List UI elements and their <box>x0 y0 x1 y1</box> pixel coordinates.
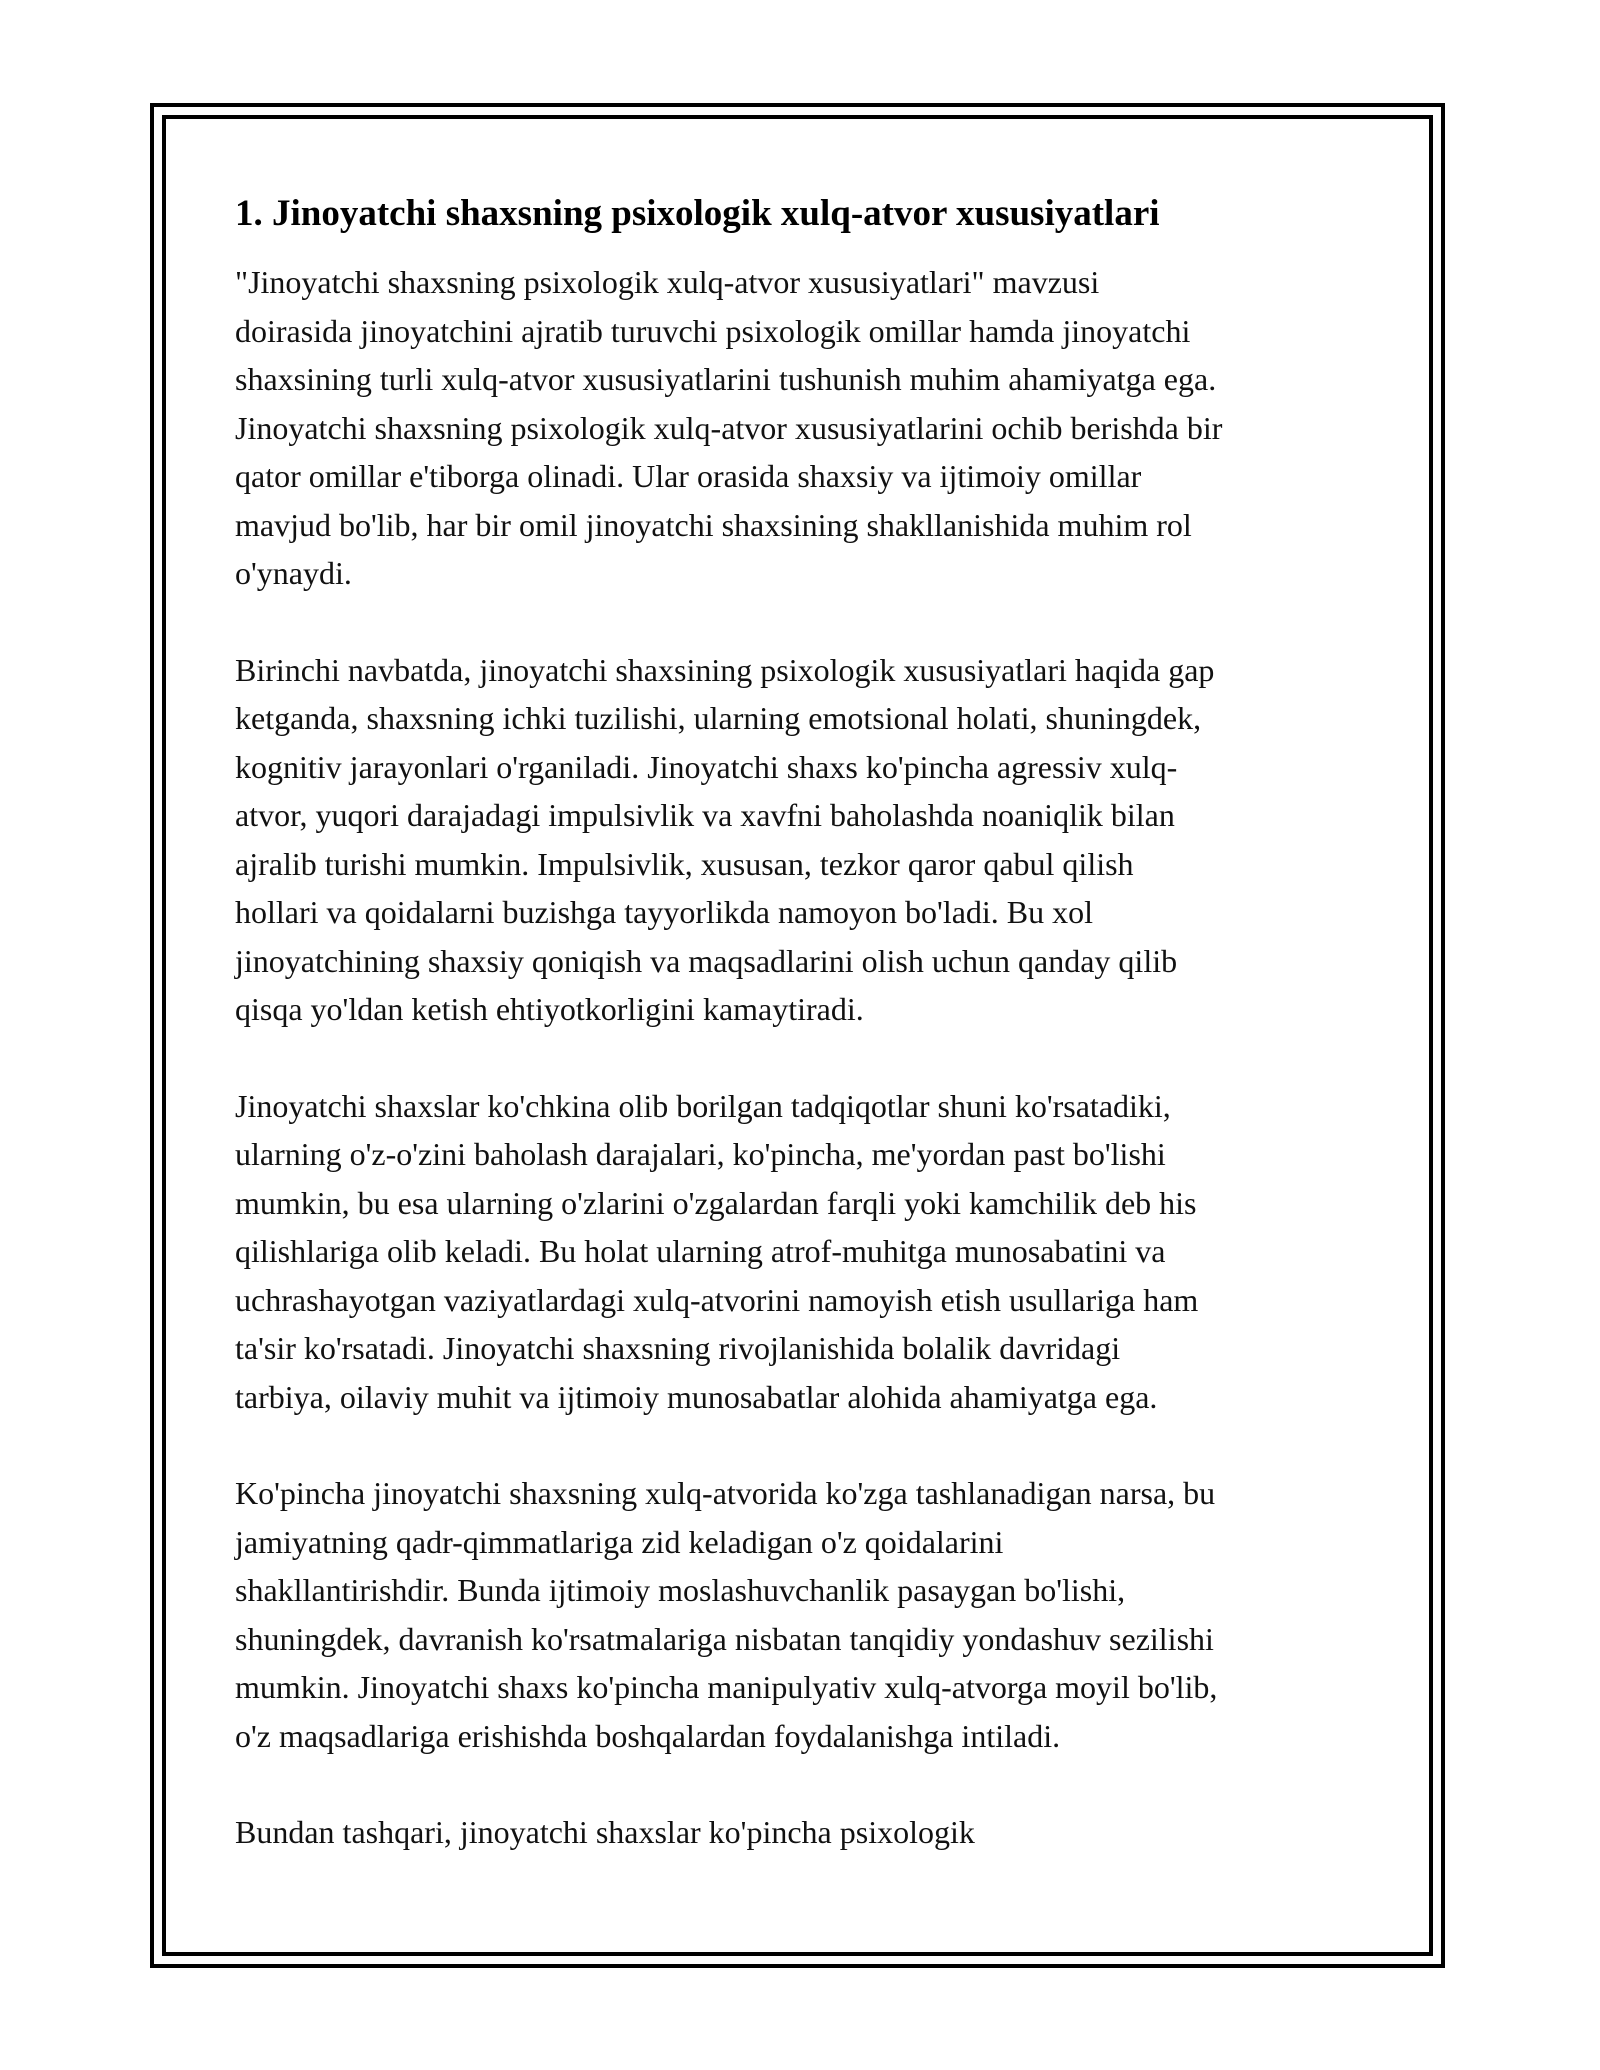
paragraph-4 <box>235 1469 1375 1760</box>
text-line: ajralib turishi mumkin. Impulsivlik, xususan, tezkor qaror qabul qilish <box>235 845 1134 882</box>
text-line: qisqa yo'ldan ketish ehtiyotkorligini kamaytiradi. <box>235 991 864 1027</box>
paragraph-1 <box>235 258 1375 598</box>
text-line: o'z maqsadlariga erishishda boshqalardan foydalanishga intiladi. <box>235 1717 1061 1754</box>
text-line: kognitiv jarayonlari o'rganiladi. Jinoyatchi shaxs ko'pincha agressiv xulq- <box>235 748 1178 785</box>
text-line: doirasida jinoyatchini ajratib turuvchi psixologik omillar hamda jinoyatchi <box>235 312 1191 349</box>
text-line: qilishlariga olib keladi. Bu holat ularning atrof-muhitga munosabatini va <box>235 1233 1166 1269</box>
text-line: hollari va qoidalarni buzishga tayyorlikda namoyon bo'ladi. Bu xol <box>235 894 1094 930</box>
section-heading: 1. Jinoyatchi shaxsning psixologik xulq-atvor xususiyatlari <box>235 193 1160 234</box>
text-line: qator omillar e'tiborga olinadi. Ular orasida shaxsiy va ijtimoiy omillar <box>235 458 1142 494</box>
text-line: mavjud bo'lib, har bir omil jinoyatchi shaxsining shakllanishida muhim rol <box>235 506 1192 543</box>
text-line: atvor, yuqori darajadagi impulsivlik va xavfni baholashda noaniqlik bilan <box>235 797 1175 833</box>
text-line: mumkin. Jinoyatchi shaxs ko'pincha manipulyativ xulq-atvorga moyil bo'lib, <box>235 1669 1218 1705</box>
text-line: tarbiya, oilaviy muhit va ijtimoiy munosabatlar alohida ahamiyatga ega. <box>235 1378 1158 1415</box>
text-line: ta'sir ko'rsatadi. Jinoyatchi shaxsning rivojlanishida bolalik davridagi <box>235 1330 1121 1366</box>
paragraph-2 <box>235 646 1375 1034</box>
text-line: mumkin, bu esa ularning o'zlarini o'zgalardan farqli yoki kamchilik deb his <box>235 1184 1197 1221</box>
text-line: shuningdek, davranish ko'rsatmalariga nisbatan tanqidiy yondashuv sezilishi <box>235 1620 1214 1657</box>
text-line: jamiyatning qadr-qimmatlariga zid keladigan o'z qoidalarini <box>235 1523 1004 1560</box>
text-line: o'ynaydi. <box>235 555 352 591</box>
paragraph-5 <box>235 1808 1375 1857</box>
text-line: ularning o'z-o'zini baholash darajalari, ko'pincha, me'yordan past bo'lishi <box>235 1136 1166 1172</box>
text-line: Jinoyatchi shaxsning psixologik xulq-atvor xususiyatlarini ochib berishda bir <box>235 409 1223 446</box>
text-line: Ko'pincha jinoyatchi shaxsning xulq-atvorida ko'zga tashlanadigan narsa, bu <box>235 1475 1216 1511</box>
text-line: Jinoyatchi shaxslar ko'chkina olib borilgan tadqiqotlar shuni ko'rsatadiki, <box>235 1087 1171 1124</box>
text-line: "Jinoyatchi shaxsning psixologik xulq-atvor xususiyatlari" mavzusi <box>235 264 1100 300</box>
text-line: Birinchi navbatda, jinoyatchi shaxsining psixologik xususiyatlari haqida gap <box>235 651 1215 688</box>
text-line: jinoyatchining shaxsiy qoniqish va maqsadlarini olish uchun qanday qilib <box>235 942 1178 979</box>
text-line: shaxsining turli xulq-atvor xususiyatlarini tushunish muhim ahamiyatga ega. <box>235 361 1217 397</box>
text-line: ketganda, shaxsning ichki tuzilishi, ularning emotsional holati, shuningdek, <box>235 700 1202 736</box>
text-line: shakllantirishdir. Bunda ijtimoiy moslashuvchanlik pasaygan bo'lishi, <box>235 1572 1126 1608</box>
text-line: uchrashayotgan vaziyatlardagi xulq-atvorini namoyish etish usullariga ham <box>235 1281 1199 1318</box>
document-body <box>235 188 1375 1905</box>
paragraph-3 <box>235 1082 1375 1422</box>
text-line: Bundan tashqari, jinoyatchi shaxslar ko'pincha psixologik <box>235 1814 975 1850</box>
